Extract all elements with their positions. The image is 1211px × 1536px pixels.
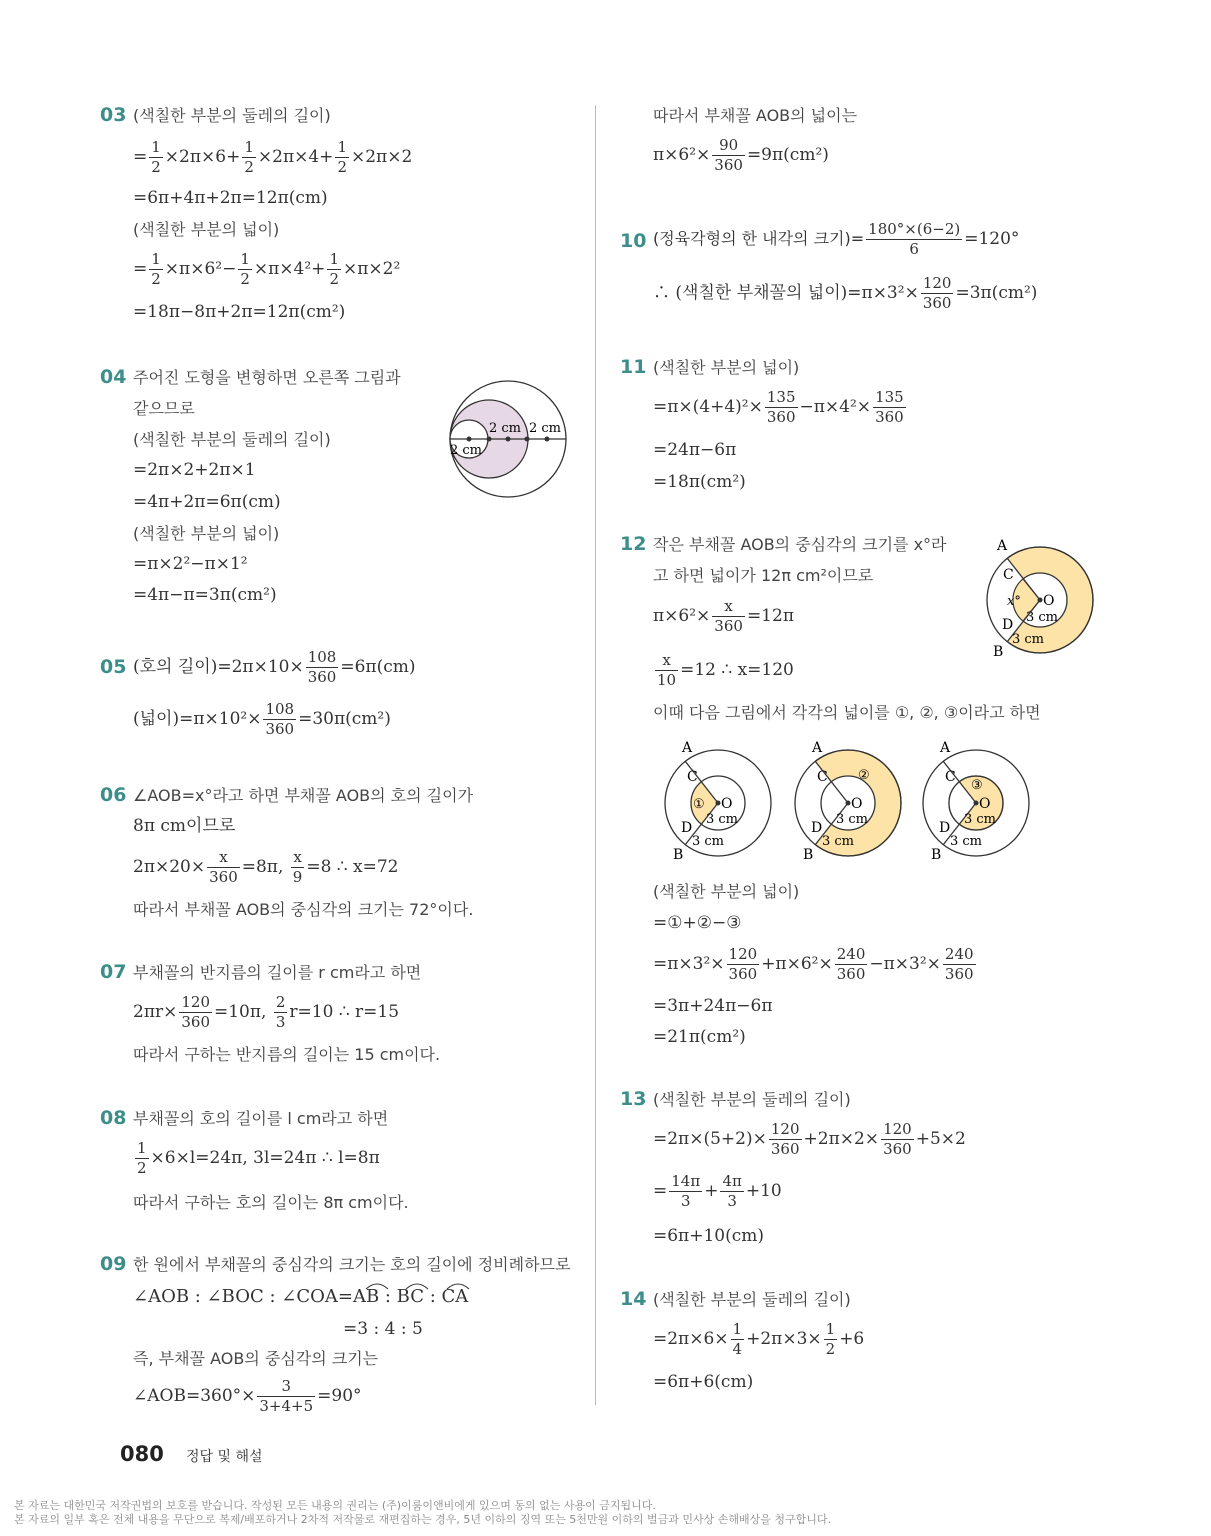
problem-number: 11: [620, 356, 647, 378]
fraction: $\frac{x}{360}$: [209, 848, 238, 886]
math-line: 8π cm이므로: [133, 816, 236, 836]
svg-text:A: A: [940, 740, 951, 756]
math-line: =3π+24π−6π: [653, 996, 773, 1016]
svg-text:①: ①: [693, 797, 705, 812]
line: (색칠한 부분의 넓이): [653, 358, 800, 377]
fraction: $\frac{1}{2}$: [151, 138, 161, 176]
svg-text:A: A: [682, 740, 693, 756]
math-line: ∠AOB : ∠BOC : ∠COA=AB : BC : CA: [133, 1286, 469, 1307]
fraction: $\frac{240}{360}$: [836, 945, 866, 983]
svg-text:B: B: [993, 644, 1004, 660]
fraction: $\frac{240}{360}$: [944, 945, 974, 983]
line: 이때 다음 그림에서 각각의 넓이를 ①, ②, ③이라고 하면: [653, 703, 1041, 722]
math-line: =6π+4π+2π=12π(cm): [133, 188, 328, 208]
column-divider: [595, 105, 596, 1405]
svg-text:3 cm: 3 cm: [964, 812, 997, 827]
svg-text:③: ③: [971, 778, 983, 793]
svg-text:D: D: [1002, 617, 1014, 633]
line: 주어진 도형을 변형하면 오른쪽 그림과: [133, 368, 401, 387]
svg-text:B: B: [803, 847, 814, 863]
svg-text:D: D: [939, 820, 951, 836]
svg-text:D: D: [681, 820, 693, 836]
math-line: =3 : 4 : 5: [343, 1319, 423, 1339]
fraction: $\frac{14\pi}{3}$: [671, 1172, 701, 1210]
fraction: $\frac{4\pi}{3}$: [722, 1172, 742, 1210]
svg-text:O: O: [851, 796, 863, 812]
line: 즉, 부채꼴 AOB의 중심각의 크기는: [133, 1349, 379, 1368]
math-line: =2π×2+2π×1: [133, 460, 256, 480]
figure-circle-1: [665, 740, 771, 863]
line: 작은 부채꼴 AOB의 중심각의 크기를 x°라: [653, 535, 947, 554]
fraction: $\frac{2}{3}$: [275, 993, 286, 1031]
label-a: 2 cm: [450, 443, 483, 458]
svg-text:O: O: [721, 796, 733, 812]
math-line: (호의 길이)=2π×10× $\frac{108}{360}$ =6π(cm): [133, 648, 416, 686]
math-line: 2π×20× $\frac{x}{360}$ =8π, $\frac{x}{9}$ =8 ∴ x=72: [133, 848, 399, 886]
problem-number: 04: [100, 366, 127, 388]
math-line: 2πr× $\frac{120}{360}$ =10π, $\frac{2}{3}$ r=10 ∴ r=15: [133, 993, 400, 1031]
math-line: $\frac{1}{2}$ ×6×l=24π, 3l=24π ∴ l=8π: [137, 1139, 380, 1177]
math-line: = $\frac{1}{2}$ ×2π×6+ $\frac{1}{2}$ ×2π×4+ $\frac{1}{2}$ ×2π×2: [133, 138, 413, 176]
svg-text:C: C: [817, 769, 828, 785]
line: 같으므로: [133, 399, 195, 418]
svg-text:C: C: [1003, 567, 1014, 583]
math-line: =4π+2π=6π(cm): [133, 492, 281, 512]
fraction: $\frac{1}{4}$: [732, 1320, 743, 1358]
page-number: 080: [120, 1442, 164, 1466]
problem-number: 13: [620, 1088, 647, 1110]
problem-number: 10: [620, 230, 647, 252]
svg-text:②: ②: [858, 768, 870, 783]
math-line: =24π−6π: [653, 440, 737, 460]
svg-text:3 cm: 3 cm: [1012, 632, 1045, 647]
problem-number: 09: [100, 1253, 127, 1275]
fraction: $\frac{120}{360}$: [883, 1120, 912, 1158]
math-line: =21π(cm²): [653, 1027, 746, 1047]
problem-number: 07: [100, 961, 127, 983]
math-line: =4π−π=3π(cm²): [133, 585, 277, 605]
label-b: 2 cm: [489, 421, 522, 436]
math-line: (넓이)=π×10²× $\frac{108}{360}$ =30π(cm²): [133, 700, 391, 738]
fraction: $\frac{135}{360}$: [875, 388, 904, 426]
svg-text:C: C: [945, 769, 956, 785]
line: (색칠한 부분의 둘레의 길이): [133, 106, 331, 125]
line: (색칠한 부분의 넓이): [133, 524, 280, 543]
figure-circle-2: [785, 740, 901, 863]
fraction: $\frac{120}{360}$: [728, 945, 758, 983]
fraction: $\frac{135}{360}$: [766, 388, 796, 426]
page-title: 정답 및 해설: [186, 1449, 263, 1465]
problem-number: 12: [620, 533, 647, 555]
fraction: $\frac{1}{2}$: [337, 138, 347, 176]
figure-circle-3: [923, 740, 1029, 863]
line: 따라서 구하는 반지름의 길이는 15 cm이다.: [133, 1045, 441, 1064]
math-line: ∴ (색칠한 부채꼴의 넓이)=π×3²× $\frac{120}{360}$ =3π(cm²): [653, 274, 1038, 312]
problem-number: 08: [100, 1107, 127, 1129]
svg-text:B: B: [931, 847, 942, 863]
fraction: $\frac{1}{2}$: [137, 1139, 147, 1177]
figure-04: [443, 374, 573, 504]
svg-text:3 cm: 3 cm: [822, 834, 855, 849]
figure-12-three: [660, 735, 1060, 865]
line: (색칠한 부분의 둘레의 길이): [653, 1090, 851, 1109]
math-line: π×6²× $\frac{x}{360}$ =12π: [653, 597, 794, 635]
fraction: $\frac{3}{3+4+5}$: [259, 1377, 314, 1415]
svg-text:B: B: [673, 847, 684, 863]
math-line: = $\frac{14\pi}{3}$ + $\frac{4\pi}{3}$ +10: [653, 1172, 782, 1210]
svg-text:3 cm: 3 cm: [950, 834, 983, 849]
line: ∠AOB=x°라고 하면 부채꼴 AOB의 호의 길이가: [133, 786, 474, 805]
label-c: 2 cm: [529, 421, 562, 436]
fraction: $\frac{1}{2}$: [151, 250, 161, 288]
svg-text:3 cm: 3 cm: [706, 812, 739, 827]
line: 따라서 부채꼴 AOB의 중심각의 크기는 72°이다.: [133, 900, 474, 919]
fraction: $\frac{1}{2}$: [244, 138, 254, 176]
fraction: $\frac{x}{10}$: [657, 651, 677, 689]
math-line: =π×3²× $\frac{120}{360}$ +π×6²× $\frac{240}{360}$ −π×3²× $\frac{240}{360}$: [653, 945, 974, 983]
math-line: $\frac{x}{10}$ =12 ∴ x=120: [657, 651, 794, 689]
math-line: =π×2²−π×1²: [133, 554, 248, 574]
math-line: =6π+6(cm): [653, 1372, 754, 1392]
problem-number: 14: [620, 1288, 647, 1310]
math-line: =π×(4+4)²× $\frac{135}{360}$ −π×4²× $\frac{135}{360}$: [653, 388, 904, 426]
math-line: =18π−8π+2π=12π(cm²): [133, 302, 346, 322]
svg-text:3 cm: 3 cm: [692, 834, 725, 849]
fraction: $\frac{90}{360}$: [714, 136, 743, 174]
problem-number: 06: [100, 784, 127, 806]
line: (색칠한 부분의 둘레의 길이): [653, 1290, 851, 1309]
line: (색칠한 부분의 둘레의 길이): [133, 430, 331, 449]
fraction: $\frac{180^\circ\times(6-2)}{6}$: [868, 220, 961, 258]
math-line: =2π×6× $\frac{1}{4}$ +2π×3× $\frac{1}{2}$ +6: [653, 1320, 865, 1358]
line: (색칠한 부분의 넓이): [653, 882, 800, 901]
fraction: $\frac{x}{9}$: [292, 848, 303, 886]
svg-text:O: O: [979, 796, 991, 812]
svg-text:C: C: [687, 769, 698, 785]
line: 한 원에서 부채꼴의 중심각의 크기는 호의 길이에 정비례하므로: [133, 1255, 571, 1274]
arc-marks: [362, 1279, 482, 1291]
fraction: $\frac{120}{360}$: [181, 993, 210, 1031]
fraction: $\frac{120}{360}$: [770, 1120, 800, 1158]
line: 부채꼴의 반지름의 길이를 r cm라고 하면: [133, 963, 422, 982]
math-line: π×6²× $\frac{90}{360}$ =9π(cm²): [653, 136, 829, 174]
fraction: $\frac{108}{360}$: [265, 700, 295, 738]
fraction: $\frac{108}{360}$: [307, 648, 337, 686]
problem-number: 05: [100, 656, 127, 678]
math-line: = $\frac{1}{2}$ ×π×6²− $\frac{1}{2}$ ×π×4²+ $\frac{1}{2}$ ×π×2²: [133, 250, 401, 288]
svg-text:3 cm: 3 cm: [1026, 610, 1059, 625]
line: 고 하면 넓이가 12π cm²이므로: [653, 566, 874, 585]
svg-text:O: O: [1043, 593, 1055, 609]
svg-text:3 cm: 3 cm: [836, 812, 869, 827]
svg-text:A: A: [812, 740, 823, 756]
svg-text:D: D: [811, 820, 823, 836]
line: (색칠한 부분의 넓이): [133, 220, 280, 239]
copyright-line-1: 본 자료는 대한민국 저작권법의 보호를 받습니다. 작성된 모든 내용의 권리는 (주)이룸이앤비에게 있으며 동의 없는 사용이 금지됩니다.: [14, 1499, 656, 1512]
math-line: ∠AOB=360°× $\frac{3}{3+4+5}$ =90°: [133, 1377, 362, 1415]
figure-12-main: [975, 533, 1105, 663]
math-line: =①+②−③: [653, 913, 742, 933]
fraction: $\frac{1}{2}$: [240, 250, 250, 288]
line: 부채꼴의 호의 길이를 l cm라고 하면: [133, 1109, 389, 1128]
svg-text:A: A: [997, 538, 1008, 554]
math-line: =6π+10(cm): [653, 1226, 765, 1246]
problem-number: 03: [100, 104, 127, 126]
math-line: =2π×(5+2)× $\frac{120}{360}$ +2π×2× $\frac{120}{360}$ +5×2: [653, 1120, 966, 1158]
fraction: $\frac{1}{2}$: [825, 1320, 836, 1358]
fraction: $\frac{120}{360}$: [922, 274, 952, 312]
copyright-line-2: 본 자료의 일부 혹은 전체 내용을 무단으로 복제/배포하거나 2차적 저작물로 재편집하는 경우, 5년 이하의 징역 또는 5천만원 이하의 벌금과 민사상 손해배상을 청구합니다.: [14, 1513, 832, 1526]
svg-text:x°: x°: [1007, 594, 1021, 609]
math-line: =18π(cm²): [653, 472, 746, 492]
line: 따라서 구하는 호의 길이는 8π cm이다.: [133, 1193, 409, 1212]
math-line: (정육각형의 한 내각의 크기)= $\frac{180^\circ\times(6-2)}{6}$ =120°: [653, 220, 1020, 258]
fraction: $\frac{1}{2}$: [329, 250, 339, 288]
fraction: $\frac{x}{360}$: [714, 597, 743, 635]
line: 따라서 부채꼴 AOB의 넓이는: [653, 106, 858, 125]
